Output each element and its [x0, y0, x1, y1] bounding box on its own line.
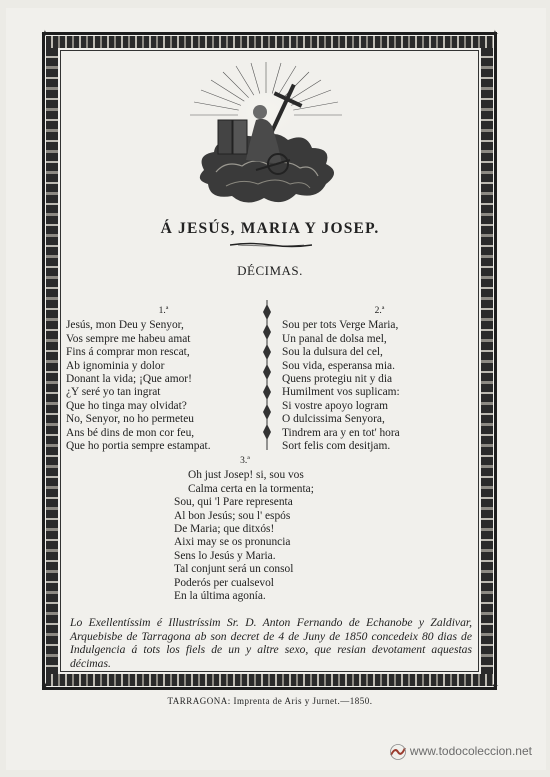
corner-ornament-icon: ✦: [40, 29, 50, 40]
stanza-number: 1.ª: [158, 306, 169, 316]
watermark-logo-icon: [389, 743, 407, 761]
verse-line: Un panal de dolsa mel,: [282, 332, 387, 345]
frame-band-top: [46, 36, 493, 48]
stanza-3: [160, 455, 400, 603]
verse-line: Vos sempre me habeu amat: [66, 332, 191, 345]
verse-line: Ab ignominia y dolor: [66, 359, 165, 372]
verse-line: Oh just Josep! si, sou vos: [188, 469, 304, 482]
verse-line: Sort felis com desitjam.: [282, 440, 391, 453]
verse-line: ¿Y seré yo tan ingrat: [66, 386, 161, 399]
verse-line: Ans bé dins de mon cor feu,: [66, 426, 195, 439]
corner-ornament-icon: ✦: [40, 681, 50, 692]
corner-ornament-icon: ✦: [490, 681, 500, 692]
verse-line: Sou per tots Verge Maria,: [282, 319, 399, 332]
verse-line: De Maria; que ditxós!: [174, 523, 275, 536]
stanza-2: [282, 305, 477, 453]
verse-line: Al bon Jesús; sou l' espós: [174, 509, 291, 522]
section-subtitle: DÉCIMAS.: [237, 263, 303, 278]
verse-line: Si vostre apoyo logram: [282, 399, 388, 412]
verse-line: Poderós per cualsevol: [174, 576, 274, 589]
holy-trinity-engraving-icon: [186, 60, 346, 210]
indulgence-notice: Lo Exellentíssim é Illustríssim Sr. D. Anton Fernando de Echanobe y Zaldivar, Arquebisbe de Tarragona ab son decret de 4 de Juny de 1850 concedeix 80 dias de Indulgencia á tots los fiels de un y altre sexo, que resian devotament aquestas décimas.: [70, 616, 472, 670]
verse-line: Sou la dulsura del cel,: [282, 346, 383, 359]
frame-band-left: [46, 48, 58, 674]
verse-line: En la última agonía.: [174, 590, 266, 603]
verse-line: O dulcissima Senyora,: [282, 413, 385, 426]
verse-line: Sou vida, esperansa mia.: [282, 359, 395, 372]
verse-line: No, Senyor, no ho permeteu: [66, 413, 194, 426]
stanza-1: [66, 305, 261, 453]
verse-line: Fins á comprar mon rescat,: [66, 346, 190, 359]
frame-band-right: [481, 48, 493, 674]
printer-imprint: TARRAGONA: Imprenta de Aris y Jurnet.—1850.: [167, 696, 373, 706]
title-rule-ornament-icon: [230, 242, 312, 248]
verse-line: Que ho portia sempre estampat.: [66, 440, 211, 453]
frame-band-bottom: [46, 674, 493, 686]
watermark[interactable]: [389, 743, 532, 761]
verse-line: Sou, qui 'l Pare representa: [174, 496, 293, 509]
verse-line: Sens lo Jesús y Maria.: [174, 549, 276, 562]
verse-line: Aixi may se os pronuncia: [174, 536, 291, 549]
stanza-number: 3.ª: [240, 456, 250, 466]
stanza-number: 2.ª: [374, 306, 385, 316]
column-divider-ornament-icon: [262, 300, 272, 450]
verse-line: Calma certa en la tormenta;: [188, 482, 314, 495]
corner-ornament-icon: ✦: [490, 29, 500, 40]
verse-line: Tal conjunt será un consol: [174, 563, 294, 576]
verse-line: Tindrem ara y en tot' hora: [282, 426, 400, 439]
watermark-text: www.todocoleccion.net: [409, 744, 532, 759]
verse-line: Que ho tinga may olvidat?: [66, 399, 187, 412]
verse-line: Quens protegiu nit y dia: [282, 373, 393, 386]
verse-line: Humilment vos suplicam:: [282, 386, 400, 399]
verse-line: Jesús, mon Deu y Senyor,: [66, 319, 184, 332]
page-title: Á JESÚS, MARIA Y JOSEP.: [160, 220, 380, 237]
verse-line: Donant la vida; ¡Que amor!: [66, 373, 192, 386]
